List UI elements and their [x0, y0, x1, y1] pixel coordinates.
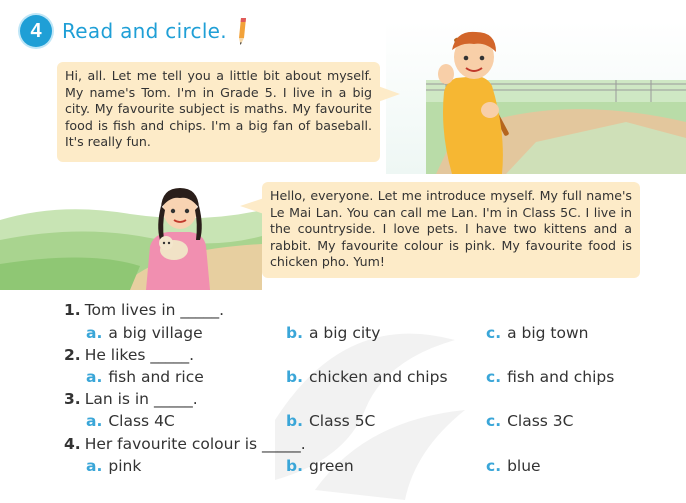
option-letter: b. [286, 324, 303, 342]
tom-speech-text: Hi, all. Let me tell you a little bit about myself. My name's Tom. I'm in Grade 5. I live in a big city. My favourite subject is maths. My favourite food is fish and chips. I'm a big fan of baseball. It's really fun. [65, 68, 372, 150]
option-text: pink [108, 457, 142, 475]
option-text: chicken and chips [308, 368, 448, 386]
question-2 [64, 346, 194, 364]
option-text: green [308, 457, 354, 475]
option-text: a big town [507, 324, 589, 342]
option-letter: c. [486, 457, 502, 475]
option-letter: b. [286, 457, 303, 475]
option-3c[interactable] [486, 412, 573, 430]
option-3a[interactable] [86, 412, 175, 430]
option-1a[interactable] [86, 324, 203, 342]
question-3 [64, 390, 198, 408]
option-letter: b. [286, 368, 303, 386]
question-number: 1. [64, 301, 81, 319]
exercise-title: Read and circle. [62, 19, 227, 43]
exercise-number-badge: 4 [20, 15, 52, 47]
option-letter: c. [486, 412, 502, 430]
question-1 [64, 301, 224, 319]
option-text: fish and rice [108, 368, 204, 386]
question-4 [64, 435, 306, 453]
option-text: a big village [108, 324, 203, 342]
option-letter: c. [486, 324, 502, 342]
option-2c[interactable] [486, 368, 614, 386]
option-4c[interactable] [486, 457, 541, 475]
option-3b[interactable] [286, 412, 375, 430]
option-text: blue [507, 457, 541, 475]
question-text: He likes _____. [84, 346, 195, 364]
option-4b[interactable] [286, 457, 354, 475]
option-letter: b. [286, 412, 303, 430]
option-2b[interactable] [286, 368, 448, 386]
question-text: Lan is in _____. [84, 390, 198, 408]
question-number: 2. [64, 346, 81, 364]
option-letter: c. [486, 368, 502, 386]
option-text: a big city [308, 324, 381, 342]
option-letter: a. [86, 412, 103, 430]
option-text: Class 5C [308, 412, 376, 430]
option-2a[interactable] [86, 368, 204, 386]
option-text: Class 3C [507, 412, 574, 430]
option-1c[interactable] [486, 324, 588, 342]
question-number: 4. [64, 435, 81, 453]
option-letter: a. [86, 368, 103, 386]
lan-speech-text: Hello, everyone. Let me introduce myself. My full name's Le Mai Lan. You can call me Lan. I'm in Class 5C. I live in the countryside. I love pets. I have two kittens and a rabbit. My favourite colour is pink. My favourite food is chicken pho. Yum! [270, 188, 632, 270]
question-number: 3. [64, 390, 81, 408]
option-1b[interactable] [286, 324, 380, 342]
option-letter: a. [86, 324, 103, 342]
option-text: Class 4C [108, 412, 175, 430]
question-text: Tom lives in _____. [84, 301, 225, 319]
option-text: fish and chips [507, 368, 615, 386]
question-text: Her favourite colour is _____. [84, 435, 306, 453]
option-letter: a. [86, 457, 103, 475]
option-4a[interactable] [86, 457, 141, 475]
